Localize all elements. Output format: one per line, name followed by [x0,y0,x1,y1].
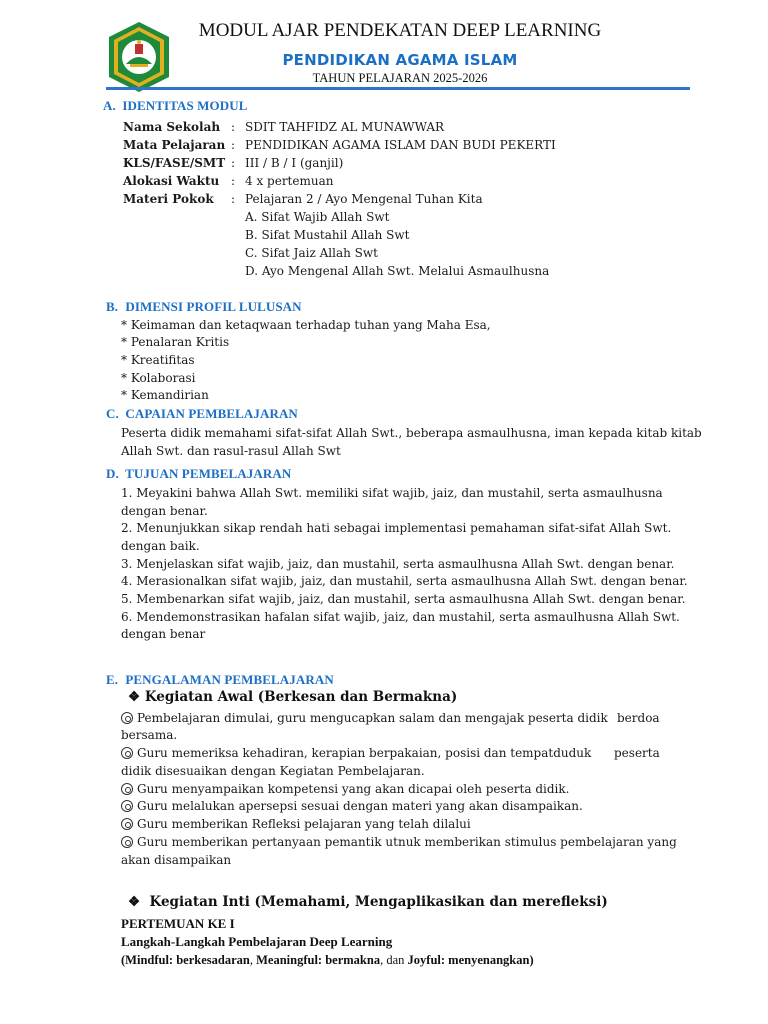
tujuan-line: dengan benar. [121,504,208,518]
tujuan-line: 2. Menunjukkan sikap rendah hati sebagai implementasi pemahaman sifat-sifat Allah Swt. [121,521,672,535]
gear-icon [121,836,133,848]
awal-line: akan disampaikan [121,853,232,867]
profile-item: * Kolaborasi [121,371,196,385]
section-c-heading [106,406,298,422]
mindful-close: ) [529,953,534,967]
mindful-key: Mindful: [125,953,174,967]
academic-year: TAHUN PELAJARAN 2025-2026 [312,71,488,85]
materi-item: B. Sifat Mustahil Allah Swt [245,228,410,242]
awal-line [121,797,583,815]
identity-value: Pelajaran 2 / Ayo Mengenal Tuhan Kita [245,192,483,206]
capaian-line: Peserta didik memahami sifat-sifat Allah Swt., beberapa asmaulhusna, iman kepada kitab kitab [121,426,702,440]
document-title: MODUL AJAR PENDEKATAN DEEP LEARNING [198,20,602,41]
section-b-letter: B. [106,299,119,314]
awal-line-text: Guru memberikan Refleksi pelajaran yang telah dilalui [137,817,471,831]
meaningful-value: bermakna [322,953,381,967]
awal-line-text: Guru menyampaikan kompetensi yang akan dicapai oleh peserta didik. [137,782,570,796]
identity-value: 4 x pertemuan [245,174,334,188]
section-a-title: IDENTITAS MODUL [122,98,248,113]
section-d-heading [106,466,291,482]
section-e-letter: E. [106,672,119,687]
tujuan-line: dengan benar [121,627,206,641]
section-c-title: CAPAIAN PEMBELAJARAN [125,406,298,421]
kegiatan-awal-heading [128,689,457,705]
identity-key: Alokasi Waktu [123,174,220,188]
awal-line: bersama. [121,728,178,742]
diamond-bullet-icon: ❖ [128,894,141,910]
tujuan-line: 6. Mendemonstrasikan hafalan sifat wajib, jaiz, dan mustahil, serta asmaulhusna Allah Swt. [121,610,680,624]
gear-icon [121,747,133,759]
tujuan-line: 1. Meyakini bahwa Allah Swt. memiliki sifat wajib, jaiz, dan mustahil, serta asmaulhusna [121,486,663,500]
profile-item: * Keimaman dan ketaqwaan terhadap tuhan yang Maha Esa, [121,318,491,332]
document-subject: PENDIDIKAN AGAMA ISLAM [282,51,518,69]
identity-colon: : [231,156,236,170]
awal-line-tail: peserta [614,746,660,760]
gear-icon [121,712,133,724]
awal-line-tail: berdoa [617,711,660,725]
tujuan-line: 4. Merasionalkan sifat wajib, jaiz, dan mustahil, serta asmaulhusna Allah Swt. dengan benar. [121,574,688,588]
section-e-title: PENGALAMAN PEMBELAJARAN [125,672,334,687]
meaningful-sep: , dan [380,953,408,967]
diamond-bullet-icon: ❖ [128,689,141,705]
identity-colon: : [231,192,236,206]
tujuan-line: 5. Membenarkan sifat wajib, jaiz, dan mustahil, serta asmaulhusna Allah Swt. dengan benar. [121,592,686,606]
awal-line-text: Guru memeriksa kehadiran, kerapian berpakaian, posisi dan tempatduduk [137,746,592,760]
identity-key: Materi Pokok [123,192,214,206]
section-b-heading [106,299,302,315]
awal-line [121,744,591,762]
mindful-value: berkesadaran [173,953,250,967]
materi-item: C. Sifat Jaiz Allah Swt [245,246,378,260]
section-e-heading [106,672,334,688]
profile-item: * Kreatifitas [121,353,195,367]
identity-value: III / B / I (ganjil) [245,156,344,170]
tujuan-line: dengan baik. [121,539,200,553]
joyful-key: Joyful: [407,953,446,967]
profile-item: * Kemandirian [121,388,209,402]
materi-item: D. Ayo Mengenal Allah Swt. Melalui Asmaulhusna [245,264,550,278]
awal-line-text: Guru melalukan apersepsi sesuai dengan materi yang akan disampaikan. [137,799,583,813]
section-a-letter: A. [103,98,116,113]
tujuan-line: 3. Menjelaskan sifat wajib, jaiz, dan mustahil, serta asmaulhusna Allah Swt. dengan benar. [121,557,675,571]
mindful-sep: , [249,953,257,967]
profile-item: * Penalaran Kritis [121,335,230,349]
awal-line: didik disesuaikan dengan Kegiatan Pembelajaran. [121,764,425,778]
section-d-title: TUJUAN PEMBELAJARAN [125,466,292,481]
awal-line [121,780,569,798]
joyful-value: menyenangkan [445,953,530,967]
awal-line [121,833,677,851]
mindful-open: ( [121,953,126,967]
identity-colon: : [231,138,236,152]
kegiatan-inti-heading [128,894,608,910]
identity-key: Nama Sekolah [123,120,221,134]
kegiatan-awal-title: Kegiatan Awal (Berkesan dan Bermakna) [144,689,458,705]
gear-icon [121,800,133,812]
gear-icon [121,783,133,795]
capaian-line: Allah Swt. dan rasul-rasul Allah Swt [121,444,341,458]
identity-key: Mata Pelajaran [123,138,226,152]
section-d-letter: D. [106,466,119,481]
gear-icon [121,818,133,830]
identity-colon: : [231,120,236,134]
identity-value: PENDIDIKAN AGAMA ISLAM DAN BUDI PEKERTI [245,138,556,152]
awal-line-text: Guru memberikan pertanyaan pemantik utnuk memberikan stimulus pembelajaran yang [137,835,677,849]
awal-line [121,815,471,833]
awal-line-text: Pembelajaran dimulai, guru mengucapkan salam dan mengajak peserta didik [137,711,608,725]
identity-colon: : [231,174,236,188]
materi-item: A. Sifat Wajib Allah Swt [245,210,390,224]
awal-line [121,709,608,727]
meaningful-key: Meaningful: [256,953,323,967]
deep-learning-principles [121,953,534,968]
kegiatan-inti-title: Kegiatan Inti (Memahami, Mengaplikasikan dan merefleksi) [149,894,608,910]
section-a-heading [103,98,248,114]
langkah-label: Langkah-Langkah Pembelajaran Deep Learning [121,934,393,949]
identity-key: KLS/FASE/SMT [123,156,226,170]
section-b-title: DIMENSI PROFIL LULUSAN [125,299,302,314]
identity-value: SDIT TAHFIDZ AL MUNAWWAR [245,120,445,134]
section-c-letter: C. [106,406,119,421]
pertemuan-label: PERTEMUAN KE I [121,916,235,931]
